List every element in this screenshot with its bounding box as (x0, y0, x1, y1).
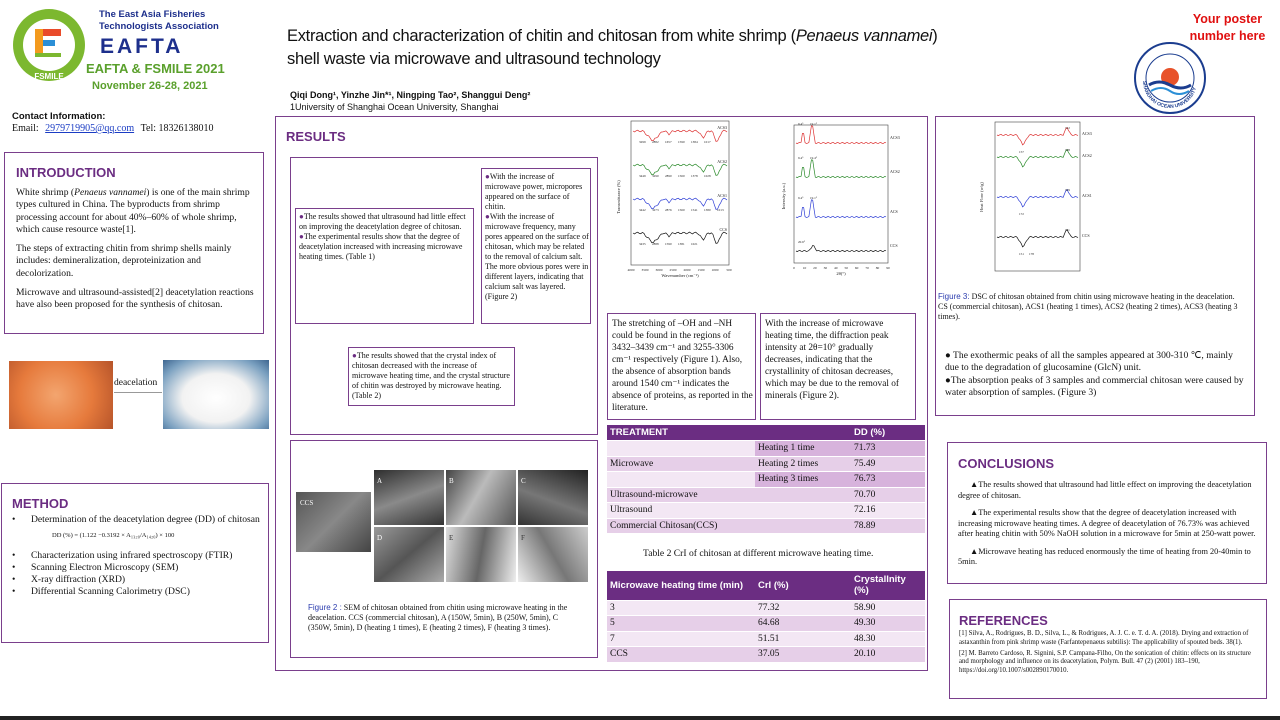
xrd-x-tick: 60 (854, 266, 859, 270)
results-box-dd: ● The results showed that ultrasound had little effect on improving the deacetylation degree of chitosan. ● The experimental results show that the degree of deacetylation increased with increasing microwave heating times. (Table 1) (295, 208, 474, 324)
method-item-dsc: • Differential Scanning Calorimetry (DSC) (12, 586, 190, 597)
dsc-series-line (997, 128, 1078, 145)
authors: Qiqi Dong¹, Yinzhe Jin*¹, Ningping Tao², Shanggui Deng² (290, 90, 531, 100)
table2-caption: Table 2 CrI of chitosan at different microwave heating time. (643, 548, 874, 559)
xrd-x-tick: 10 (802, 266, 807, 270)
results-title: RESULTS (286, 129, 346, 144)
dsc-peak-label: 157 (1019, 150, 1024, 154)
ftir-peak-label: 3449 (639, 174, 646, 178)
xrd-x-label: 2θ(°) (836, 271, 846, 276)
xrd-y-label: Intensity (a.u.) (781, 182, 786, 210)
xrd-description: With the increase of microwave heating time, the diffraction peak intensity at 2θ=10° gradually decreases, indicating that the crystallinity of chitosan decreases, which may be due to the removal of minerals (Figure 2). (760, 313, 916, 420)
method-section (1, 483, 269, 643)
society-name-line2: Technologists Association (99, 21, 219, 32)
xrd-series-label: ACS3 (890, 135, 900, 140)
dsc-plot-frame (995, 122, 1080, 271)
intro-paragraph-3: Microwave and ultrasound-assisted[2] deacetylation reactions have also been proposed for the synthesis of chitosan. (16, 287, 254, 311)
sem-image-f: F (518, 527, 588, 582)
ftir-x-tick: 1000 (711, 268, 719, 272)
event-name: EAFTA & FSMILE 2021 (86, 61, 225, 76)
ftir-peak-label: 1560 (678, 174, 685, 178)
poster-title: Extraction and characterization of chitin and chitosan from white shrimp (Penaeus vannamei) shell waste via microwave and ultrasound technology (287, 27, 938, 68)
figure3-caption: DSC of chitosan obtained from chitin using microwave heating in the deacelation. CS (commercial chitosan), ACS1 (heating 1 times), ACS2 (heating 2 times), ACS3 (heating 3 times). (938, 292, 1238, 321)
poster-number: Your poster number here (1189, 12, 1266, 43)
tel: Tel: 18326138010 (140, 123, 214, 134)
ftir-x-tick: 3500 (641, 268, 649, 272)
ftir-peak-label: 1021 (691, 242, 698, 246)
ftir-peak-label: 1590 (678, 140, 685, 144)
ftir-series-label: ACS3 (717, 125, 727, 130)
conclusions-title: CONCLUSIONS (958, 456, 1055, 471)
results-box-cri: ● The results showed that the crystal index of chitosan decreased with the increase of microwave heating time, and the crystal structure of chitin was destroyed by microwave heating. (Table 2) (348, 347, 515, 406)
xrd-series-label: ACS (890, 209, 898, 214)
affiliation: 1University of Shanghai Ocean University, Shanghai (290, 102, 499, 112)
xrd-series-label: ACS2 (890, 169, 900, 174)
method-item-ftir: • Characterization using infrared spectroscopy (FTIR) (12, 550, 233, 561)
dsc-peak-label: 312 (1065, 126, 1070, 130)
sem-image-d: D (374, 527, 444, 582)
ftir-peak-label: 3273 (652, 208, 659, 212)
dsc-point-2: ●The absorption peaks of 3 samples and commercial chitosan were caused by water absorption of samples. (Figure 3) (945, 374, 1244, 398)
conclusions-section (947, 442, 1267, 584)
xrd-x-tick: 20 (813, 266, 817, 270)
ftir-series-label: ACS2 (717, 159, 727, 164)
sem-image-a: A (374, 470, 444, 525)
xrd-series-line (796, 126, 886, 144)
sem-image-ccs: CCS (296, 492, 371, 552)
conclusion-3: ▲ Microwave heating has reduced enormously the time of heating from 20-40min to 5min. (958, 547, 1258, 568)
ftir-peak-label: 1384 (691, 140, 698, 144)
email-label: Email: (12, 123, 39, 134)
event-dates: November 26-28, 2021 (92, 80, 208, 92)
ftir-peak-label: 1380 (704, 208, 711, 212)
ftir-x-label: Wavenumber (cm⁻¹) (661, 273, 699, 278)
ftir-peak-label: 1541 (691, 208, 698, 212)
xrd-x-tick: 30 (823, 266, 828, 270)
dsc-series-label: CCS (1082, 233, 1090, 238)
dsc-peak-label: 178 (1029, 252, 1034, 256)
ftir-description: The stretching of –OH and –NH could be found in the regions of 3432–3439 cm⁻¹ and 3255-3306 cm⁻¹ respectively (Figure 1). Also, the absence of absorption bands around 1540 cm⁻¹ indicates the absence of proteins, as reported in the literature. (607, 313, 756, 420)
deacetylation-label: deacelation (114, 378, 158, 388)
references-title: REFERENCES (959, 613, 1048, 628)
xrd-peak-label: 20.6° (798, 240, 806, 244)
dsc-series-line (997, 230, 1078, 247)
society-name-line1: The East Asia Fisheries (99, 9, 206, 20)
dd-formula: DD (%) = (1.122 −0.3192 × A₁₃₂₀/A₁₄₂₀) × 100 (52, 532, 175, 539)
ftir-x-tick: 2000 (683, 268, 691, 272)
deacetylation-arrow (114, 392, 162, 393)
xrd-x-tick: 40 (834, 266, 838, 270)
ftir-peak-label: 3299 (639, 140, 646, 144)
fsmile-logo-text: FSMILE (34, 72, 64, 81)
sem-image-b: B (446, 470, 516, 525)
method-item-sem: • Scanning Electron Microscopy (SEM) (12, 562, 179, 573)
method-title: METHOD (12, 496, 69, 511)
svg-text:SHANGHAI OCEAN UNIVERSITY: SHANGHAI OCEAN UNIVERSITY (1140, 80, 1199, 111)
figure2-caption: SEM of chitosan obtained from chitin using microwave heating in the deacelation. CCS (commercial chitosan), A (150W, 5min), B (250W, 5min), C (350W, 5min), D (heating 1 times), E (heating 2 times), F (heating 3 times). (308, 603, 568, 632)
xrd-series-line (796, 245, 886, 251)
eafta-logo (8, 7, 90, 83)
ftir-x-tick: 4000 (627, 268, 635, 272)
chitosan-powder-image (163, 360, 269, 429)
results-box-sem: ● With the increase of microwave power, micropores appeared on the surface of chitin. ● With the increase of microwave frequency, many pores appeared on the surface of chitosan, which may be related to the removal of calcium salt. The more obvious pores were in different layers, indicating that calcium salt was layered. (Figure 2) (481, 168, 591, 324)
figure2-label: Figure 2 : (308, 603, 342, 612)
xrd-x-tick: 90 (886, 266, 890, 270)
ftir-peak-label: 1378 (691, 174, 698, 178)
bottom-border (0, 716, 1280, 720)
xrd-peak-label: 19.1° (810, 196, 818, 200)
ftir-peak-label: 1590 (665, 242, 672, 246)
xrd-peak-label: 19.1° (810, 122, 818, 126)
xrd-peak-label: 9.4° (798, 156, 804, 160)
dsc-series-label: ACS3 (1082, 131, 1092, 136)
sem-image-e: E (446, 527, 516, 582)
conclusion-1: ▲ The results showed that ultrasound had little effect on improving the deacetylation degree of chitosan. (958, 480, 1258, 501)
dsc-series-label: ACS2 (1082, 153, 1092, 158)
xrd-series-label: CCS (890, 243, 898, 248)
dsc-peak-label: 151 (1019, 252, 1024, 256)
intro-paragraph-2: The steps of extracting chitin from shrimp shells mainly includes: demineralization, deproteinization and decolorization. (16, 243, 232, 279)
email-link[interactable]: 2979719905@qq.com (45, 123, 135, 134)
xrd-peak-label: 9.4° (798, 196, 804, 200)
xrd-peak-label: 9.4° (798, 122, 804, 126)
xrd-series-line (796, 160, 886, 178)
method-item-dd: • Determination of the deacetylation degree (DD) of chitosan (12, 514, 260, 525)
dsc-series-line (997, 150, 1078, 167)
ftir-peak-label: 1013 (717, 208, 724, 212)
sem-image-c: C (518, 470, 588, 525)
dsc-peak-label: 308 (1065, 148, 1070, 152)
ftir-peak-label: 1657 (665, 140, 672, 144)
ftir-x-tick: 1500 (697, 268, 705, 272)
ftir-peak-label: 2890 (665, 174, 672, 178)
university-seal (1133, 41, 1207, 115)
ftir-y-label: Transmittance (%) (616, 180, 621, 214)
dsc-series-line (997, 190, 1078, 207)
xrd-x-tick: 70 (865, 266, 869, 270)
ftir-x-tick: 2500 (669, 268, 677, 272)
ftir-series-label: CCS (719, 227, 727, 232)
ftir-series-label: ACS1 (717, 193, 727, 198)
references-section (949, 599, 1267, 699)
reference-2: [2] M. Barreto Cardoso, R. Signini, S.P. Campana-Filho, On the sonication of chitin: effects on its structure and morphology and influence on its deacetylation, Polym. Bull. 47 (2) (2001) 183–190, https://doi.org/10.1007/s002890170010. (959, 649, 1251, 675)
eafta-title: EAFTA (100, 35, 184, 58)
conclusion-2: ▲ The experimental results show that the degree of deacetylation increased with increasing microwave heating times. A degree of deacetylation of 76.73% was achieved after heating chitin with 50% NaOH solution in a microwave for 5min at 250-watt power. (958, 508, 1258, 540)
dsc-point-1: ● The exothermic peaks of all the samples appeared at 300-310 ℃, mainly due to the degradation of glucosamine (GlcN) unit. (945, 350, 1233, 374)
xrd-plot-frame (794, 125, 888, 263)
xrd-x-tick: 0 (793, 266, 795, 270)
ftir-peak-label: 2876 (665, 208, 672, 212)
dsc-series-label: ACS1 (1082, 193, 1092, 198)
introduction-title: INTRODUCTION (16, 165, 116, 180)
ftir-peak-label: 1560 (678, 208, 685, 212)
xrd-series-line (796, 200, 886, 218)
ftir-peak-label: 2882 (652, 140, 659, 144)
intro-paragraph-1: White shrimp (Penaeus vannamei) is one of the main shrimp types cultured in China. The byproducts from shrimp processing account for about 40%–60% of whole shrimp, which cause resource waste[1]. (16, 187, 250, 235)
method-item-xrd: • X-ray diffraction (XRD) (12, 574, 126, 585)
introduction-section (4, 152, 264, 334)
dsc-y-label: Heat Flow (w/g) (979, 182, 984, 212)
reference-1: [1] Silva, A., Rodrigues, B. D., Silva, L., & Rodrigues, A. J. C. e. T. d. A. (2018). Drying and extraction of astaxanthin from pink shrimp waste (Farfantepenaeus subtilis): The applicability of spouted beds. 38(1). (959, 630, 1249, 646)
ftir-peak-label: 3290 (652, 174, 659, 178)
ftir-peak-label: 1028 (704, 174, 711, 178)
ftir-x-tick: 500 (726, 268, 732, 272)
xrd-peak-label: 19.4° (810, 156, 818, 160)
xrd-x-tick: 80 (875, 266, 880, 270)
ftir-x-tick: 3000 (655, 268, 663, 272)
ftir-peak-label: 3442 (639, 208, 646, 212)
table-cri: Microwave heating time (min) CrI (%) Crystallnity (%) 3 77.32 58.90 5 64.68 49.30 7 51.51 48.30 CCS 37.05 20.10 (607, 571, 925, 663)
figure3-label: Figure 3: (938, 292, 970, 301)
dsc-peak-label: 311 (1065, 228, 1070, 232)
dsc-peak-label: 309 (1065, 188, 1070, 192)
xrd-x-tick: 50 (844, 266, 848, 270)
contact-heading: Contact Information: (12, 111, 106, 122)
table-dd: TREATMENT DD (%) Heating 1 time 71.73 Microwave Heating 2 times 75.49 Heating 3 times 76.73 Ultrasound-microwave 70.70 Ultrasound 72.16 Commercial Chitosan(CCS) 78.89 (607, 425, 925, 534)
shrimp-shell-image (9, 361, 113, 429)
dsc-chart (975, 119, 1090, 287)
ftir-peak-label: 3435 (639, 242, 646, 246)
ftir-chart (613, 117, 733, 279)
ftir-peak-label: 1381 (678, 242, 685, 246)
dsc-peak-label: 172 (1019, 212, 1024, 216)
ftir-peak-label: 1017 (704, 140, 711, 144)
ftir-peak-label: 2888 (652, 242, 659, 246)
xrd-chart (780, 121, 900, 279)
